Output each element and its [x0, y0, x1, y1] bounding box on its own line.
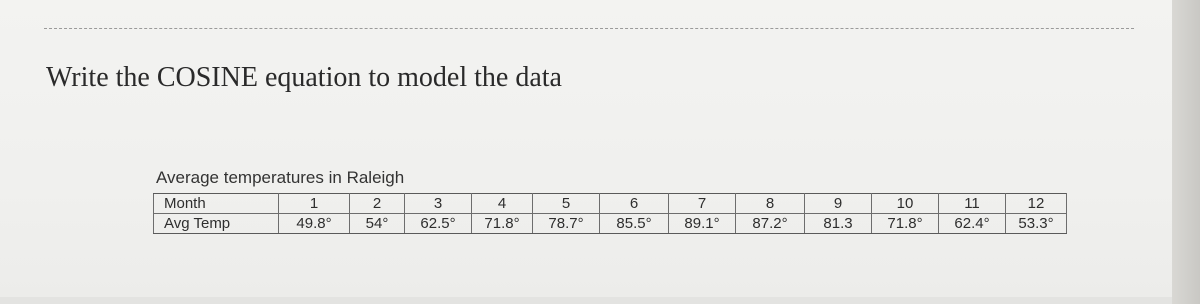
month-cell: 4: [472, 194, 533, 214]
month-cell: 10: [872, 194, 939, 214]
temp-cell: 85.5°: [600, 214, 669, 234]
temp-cell: 62.4°: [939, 214, 1006, 234]
month-cell: 3: [405, 194, 472, 214]
page-bottom-edge: [0, 297, 1172, 304]
temp-cell: 87.2°: [736, 214, 805, 234]
handwriting-fragment: [84, 0, 144, 8]
table-row-temp: [154, 214, 1067, 234]
temp-cell: 78.7°: [533, 214, 600, 234]
dashed-divider: [44, 28, 1134, 29]
month-cell: 1: [279, 194, 350, 214]
temp-cell: 81.3: [805, 214, 872, 234]
temp-cell: 53.3°: [1006, 214, 1067, 234]
table-row-month: [154, 194, 1067, 214]
month-cell: 2: [350, 194, 405, 214]
temp-cell: 54°: [350, 214, 405, 234]
temp-cell: 71.8°: [472, 214, 533, 234]
row-label-temp: Avg Temp: [154, 214, 279, 234]
row-label-month: Month: [154, 194, 279, 214]
month-cell: 6: [600, 194, 669, 214]
month-cell: 5: [533, 194, 600, 214]
temp-cell: 49.8°: [279, 214, 350, 234]
table-caption: Average temperatures in Raleigh: [156, 168, 405, 187]
temp-cell: 89.1°: [669, 214, 736, 234]
question-text: Write the COSINE equation to model the data: [46, 62, 562, 93]
month-cell: 12: [1006, 194, 1067, 214]
month-cell: 7: [669, 194, 736, 214]
temperature-table: [153, 193, 1067, 234]
temp-cell: 71.8°: [872, 214, 939, 234]
page-shadow-edge: [1172, 0, 1200, 304]
month-cell: 9: [805, 194, 872, 214]
month-cell: 8: [736, 194, 805, 214]
temp-cell: 62.5°: [405, 214, 472, 234]
month-cell: 11: [939, 194, 1006, 214]
